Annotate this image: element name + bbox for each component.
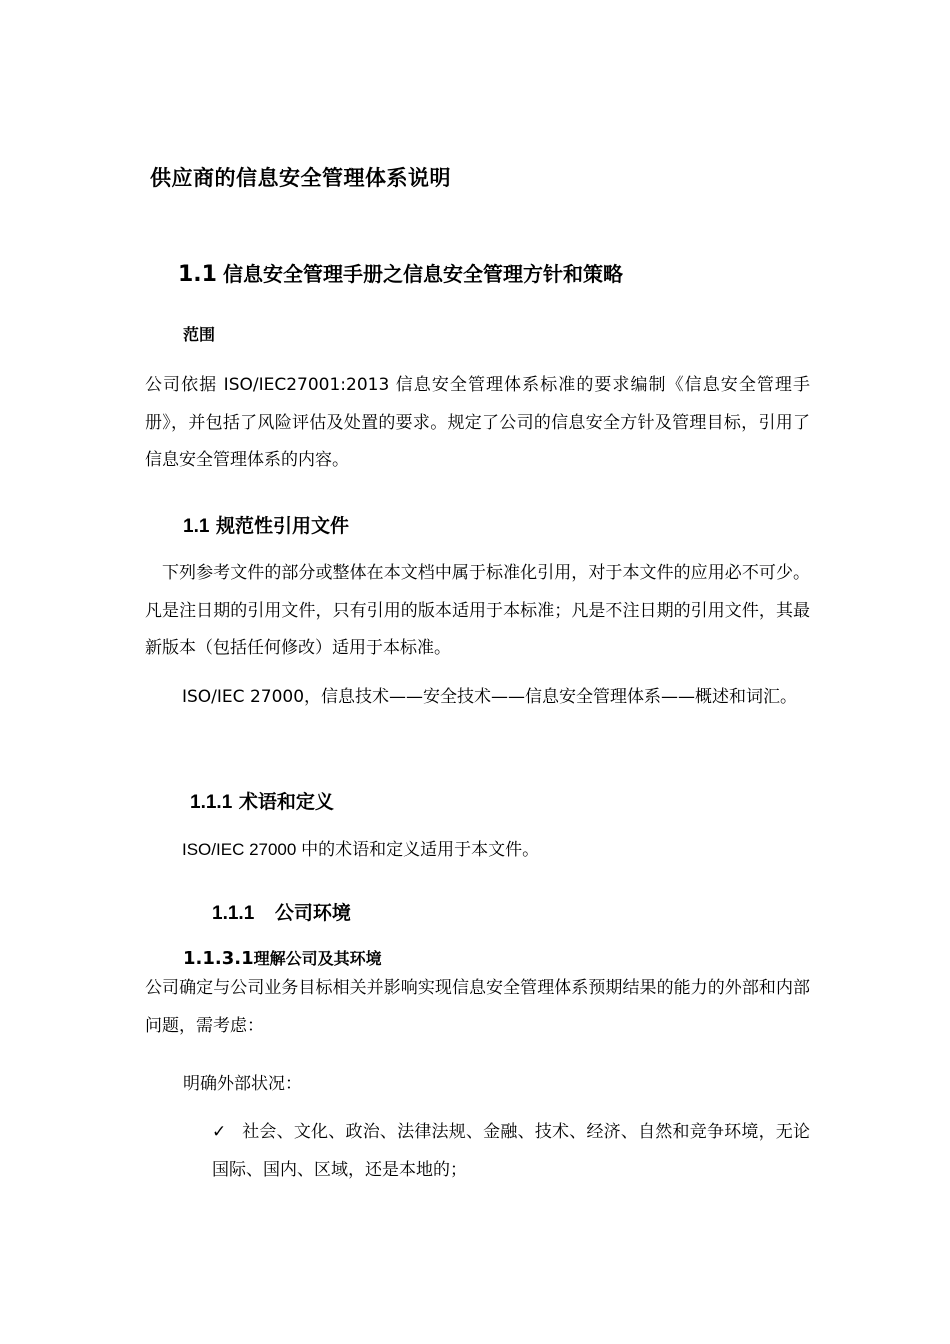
normative-number: 1.1	[183, 516, 210, 537]
checkmark-icon: ✓	[212, 1122, 227, 1142]
terms-paragraph: ISO/IEC 27000 中的术语和定义适用于本文件。	[182, 840, 540, 859]
terms-heading	[190, 787, 334, 814]
section-heading-1-1	[178, 258, 623, 287]
terms-number: 1.1.1	[190, 792, 233, 813]
understanding-paragraph: 公司确定与公司业务目标相关并影响实现信息安全管理体系预期结果的能力的外部和内部问题，需考虑：	[145, 978, 810, 1036]
normative-reference: ISO/IEC 27000，信息技术——安全技术——信息安全管理体系——概述和词汇。	[182, 687, 798, 707]
scope-paragraph: 公司依据 ISO/IEC27001:2013 信息安全管理体系标准的要求编制《信息安全管理手册》，并包括了风险评估及处置的要求。规定了公司的信息安全方针及管理目标，引用了信息安全管理体系的内容。	[145, 375, 810, 470]
normative-title: 规范性引用文件	[216, 515, 350, 537]
context-heading	[212, 898, 351, 925]
section-number: 1.1	[178, 262, 217, 287]
understanding-number: 1.1.3.1	[183, 948, 254, 969]
document-title: 供应商的信息安全管理体系说明	[150, 166, 451, 190]
understanding-title: 理解公司及其环境	[253, 949, 382, 968]
understanding-heading	[183, 946, 382, 969]
bullet-item	[212, 1114, 810, 1189]
scope-heading: 范围	[183, 325, 216, 344]
section-title: 信息安全管理手册之信息安全管理方针和策略	[222, 262, 623, 286]
context-number: 1.1.1	[212, 903, 255, 924]
bullet-text: 社会、文化、政治、法律法规、金融、技术、经济、自然和竞争环境，无论国际、国内、区域，还是本地的；	[212, 1122, 810, 1180]
normative-paragraph: 下列参考文件的部分或整体在本文档中属于标准化引用，对于本文件的应用必不可少。凡是注日期的引用文件，只有引用的版本适用于本标准；凡是不注日期的引用文件，其最新版本（包括任何修改）适用于本标准。	[145, 563, 810, 658]
terms-title: 术语和定义	[238, 791, 334, 813]
context-title: 公司环境	[274, 902, 351, 924]
normative-heading	[183, 511, 349, 538]
external-label: 明确外部状况：	[183, 1074, 302, 1094]
